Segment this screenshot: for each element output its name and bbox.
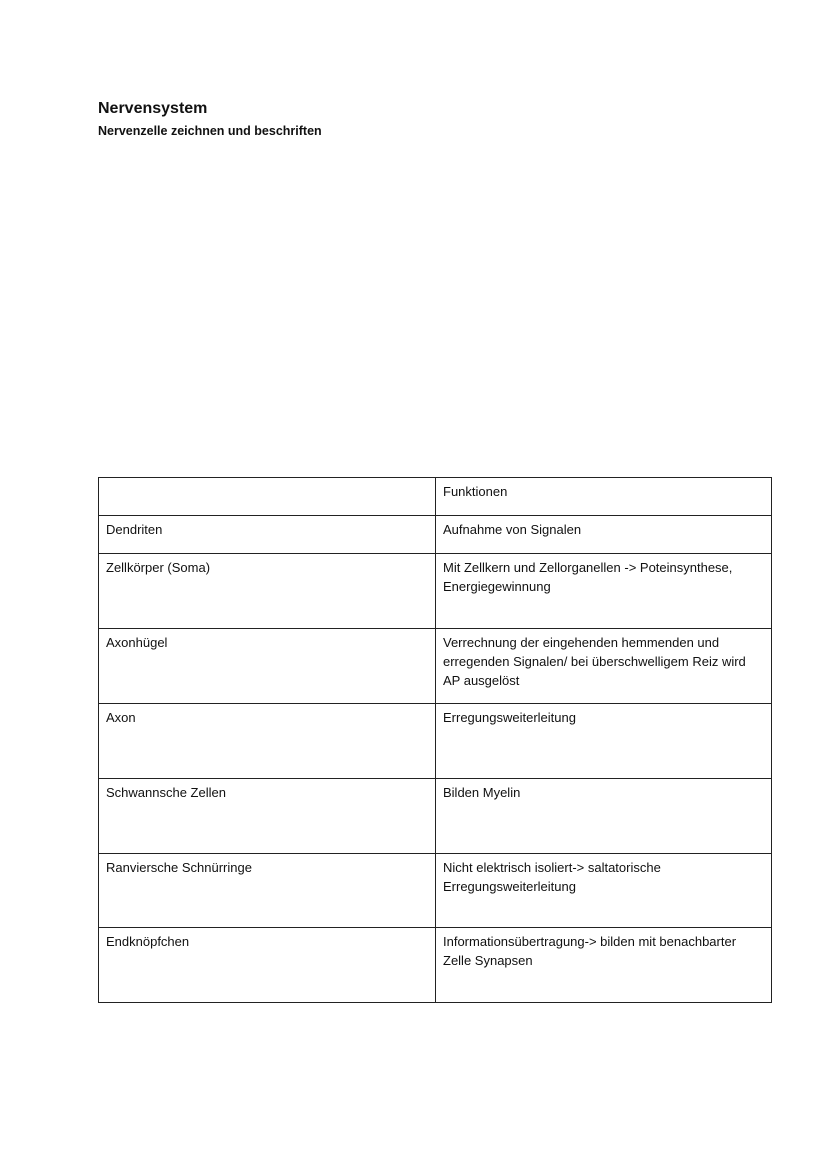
structure-cell: Ranviersche Schnürringe [99,854,436,928]
structure-cell: Dendriten [99,516,436,554]
structure-cell: Schwannsche Zellen [99,779,436,854]
structure-cell: Axonhügel [99,629,436,704]
structure-cell: Zellkörper (Soma) [99,554,436,629]
structure-cell: Endknöpfchen [99,928,436,1003]
table-row [99,629,772,704]
function-cell: Erregungsweiterleitung [436,704,772,779]
header-structure-cell [99,478,436,516]
table-row [99,779,772,854]
table-row [99,704,772,779]
structure-cell: Axon [99,704,436,779]
table-row [99,928,772,1003]
table-header-row [99,478,772,516]
function-cell: Verrechnung der eingehenden hemmenden und erregenden Signalen/ bei überschwelligem Reiz wird AP ausgelöst [436,629,772,704]
header-function-cell: Funktionen [436,478,772,516]
function-cell: Nicht elektrisch isoliert-> saltatorische Erregungsweiterleitung [436,854,772,928]
table-row [99,554,772,629]
document-title: Nervensystem [98,100,208,117]
table-row [99,516,772,554]
function-cell: Bilden Myelin [436,779,772,854]
function-cell: Aufnahme von Signalen [436,516,772,554]
functions-table [98,477,772,1003]
function-cell: Informationsübertragung-> bilden mit benachbarter Zelle Synapsen [436,928,772,1003]
function-cell: Mit Zellkern und Zellorganellen -> Poteinsynthese, Energiegewinnung [436,554,772,629]
document-subtitle: Nervenzelle zeichnen und beschriften [98,124,322,138]
table-row [99,854,772,928]
